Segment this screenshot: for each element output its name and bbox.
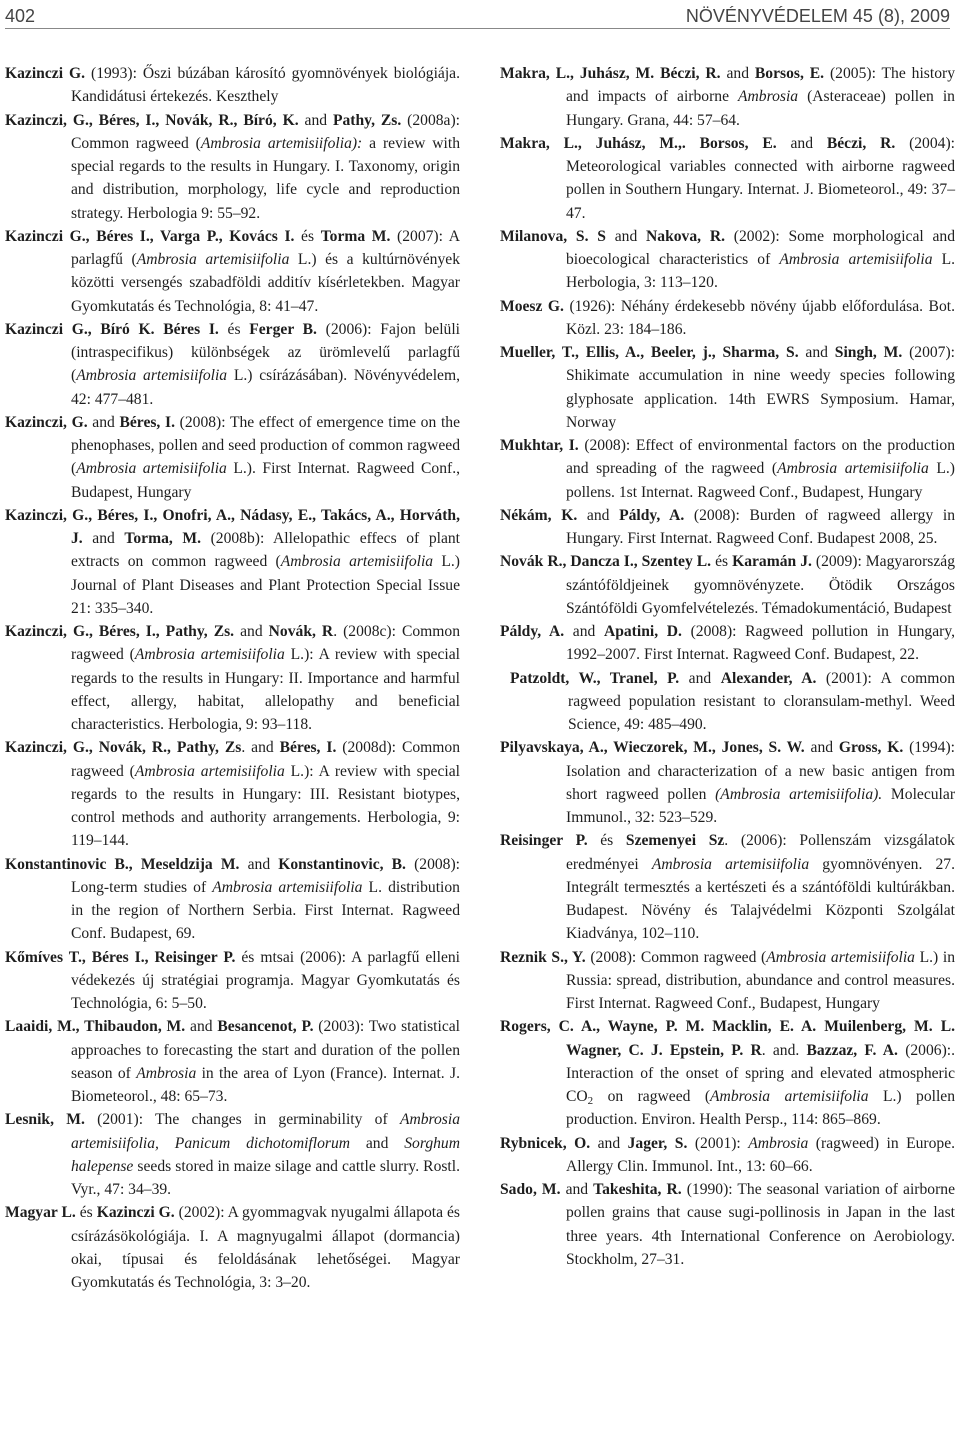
reference-text: and (798, 344, 835, 361)
reference-text: L.) Journal of Plant Diseases and Plant Protection Special Issue 21: 335–340. (71, 553, 460, 617)
reference-authors: Borsos, E. (754, 65, 825, 82)
running-header (5, 2, 950, 29)
reference-text: (2006):. Interaction of the onset of spring and elevated atmospheric CO (566, 1041, 955, 1105)
reference-text: (2006): Fajon belüli (intraspecifikus) különbségek az ürömlevelű parlagfű ( (71, 320, 460, 385)
reference-text: és (294, 227, 321, 245)
reference-entry (5, 1108, 460, 1201)
reference-entry (500, 225, 955, 295)
reference-authors: Kazinczi G., Bíró K. Béres I. (5, 320, 219, 338)
reference-authors: Mukhtar, I. (500, 437, 579, 454)
reference-entry (500, 946, 955, 1016)
species-name: Ambrosia artemisiifolia (651, 855, 810, 873)
reference-text: in the area of Lyon (France). Internat. J. Biometeorol., 48: 65–73. (71, 1064, 460, 1105)
reference-authors: Kazinczi G. (5, 65, 86, 82)
reference-text: and (185, 1018, 218, 1036)
reference-entry (500, 1132, 955, 1179)
reference-authors: Pathy, Zs. (332, 111, 402, 129)
reference-entry (5, 411, 460, 504)
reference-entry (500, 1178, 955, 1271)
reference-authors: Mueller, T., Ellis, A., Beeler, j., Sharma, S. (500, 344, 799, 361)
reference-text: (2008): Effect of environmental factors on the production and spreading of the ragweed ( (566, 437, 955, 478)
reference-text: and (605, 227, 647, 245)
reference-text: L.). First Internat. Ragweed Conf., Budapest, Hungary (71, 460, 460, 501)
reference-entry (5, 853, 460, 946)
reference-text: (1994): Isolation and characterization of a new basic antigen from short ragweed pollen (566, 739, 955, 803)
reference-authors: Nakova, R. (646, 227, 725, 245)
reference-text: and (82, 530, 125, 547)
reference-authors: Takeshita, R. (593, 1181, 682, 1198)
species-name: Ambrosia artemisiifolia (710, 1088, 869, 1105)
reference-authors: Torma M. (320, 227, 391, 245)
reference-text: . (2006): Pollenszám vizsgálatok eredményei (566, 832, 955, 873)
reference-authors: Karamán J. (732, 553, 812, 571)
species-name: Ambrosia (738, 88, 799, 106)
reference-text: (2002): A gyommagvak nyugalmi állapota és csírázásökológiája. I. A magnyugalmi állapot (dormancia) okai, típusai és feloldásának lehetőségei. Magyar Gyomkutatás és Technológia, 3: 3–20. (71, 1204, 460, 1291)
species-name: Sorghum halepense (71, 1134, 460, 1175)
species-name: Ambrosia artemisiifolia (76, 367, 228, 385)
reference-text: and (776, 134, 827, 152)
reference-text: . and (241, 739, 280, 757)
reference-text: (2005): The history and impacts of airborne (566, 65, 955, 106)
reference-text: gyomnövényen. 27. Integrált termesztés a kertészeti és a szántóföldi kultúrákban. Budapest. Növény és Talajvédelmi Központi Szolgálat Kiadványa, 102–110. (566, 855, 955, 943)
reference-entry (500, 829, 955, 945)
reference-entry (5, 620, 460, 736)
reference-text: (1990): The seasonal variation of airborne pollen grains that cause sugi-pollinosis in Japan in the last three years. 4th International Conference on Aerobiology. Stockholm, 27–31. (566, 1181, 955, 1268)
reference-authors: Szemenyei Sz (625, 832, 725, 850)
reference-entry (500, 341, 955, 434)
species-name: Ambrosia artemisiifolia (779, 251, 933, 268)
reference-authors: Novák R., Dancza I., Szentey L. (500, 553, 712, 571)
reference-text: on ragweed ( (593, 1088, 711, 1105)
reference-authors: Sado, M. (500, 1181, 561, 1198)
reference-text: L. distribution in the region of Northern Serbia. First Internat. Ragweed Conf. Budapest, 69. (71, 878, 460, 943)
reference-text: and (234, 623, 269, 640)
reference-entry (500, 620, 955, 667)
reference-entry (5, 62, 460, 109)
reference-authors: Singh, M. (834, 344, 903, 361)
reference-text: és (587, 832, 626, 850)
reference-text: és (75, 1204, 97, 1222)
reference-text: (2003): Two statistical approaches to forecasting the start and duration of the pollen season of (71, 1018, 460, 1082)
reference-text: seeds stored in maize silage and cattle slurry. Rostl. Vyr., 47: 34–39. (71, 1157, 460, 1198)
reference-text: (2001): (687, 1134, 749, 1152)
reference-text: and (577, 506, 620, 524)
reference-entry (500, 132, 955, 225)
reference-text: L.) és a kultúrnövények közötti versengés szabadföldi additív kísérletekben. Magyar Gyomkutatás és Technológia, 8: 41–47. (71, 251, 460, 315)
reference-authors: Kazinczi, G., Béres, I., Novák, R., Bíró, K. (5, 111, 299, 129)
reference-entry (500, 504, 955, 551)
reference-entry (5, 946, 460, 1016)
reference-authors: Makra, L., Juhász, M.,. Borsos, E. (500, 134, 777, 152)
reference-entry (500, 62, 955, 132)
reference-authors: Torma, M. (124, 530, 201, 547)
reference-entry (5, 736, 460, 852)
reference-text: L.) in Russia: spread, distribution, abundance and control measures. First Internat. Ragweed Conf., Budapest, Hungary (566, 948, 955, 1012)
reference-authors: Kazinczi, G. (5, 413, 88, 431)
reference-text: (2008d): Common ragweed ( (71, 739, 460, 780)
reference-authors: Ferger B. (249, 320, 317, 338)
reference-entry (5, 504, 460, 620)
reference-authors: Kőmíves T., Béres I., Reisinger P. (5, 948, 236, 966)
reference-authors: Kazinczi G., Béres I., Varga P., Kovács I. (5, 227, 295, 245)
reference-authors: Gross, K. (838, 739, 904, 757)
right-column (500, 62, 955, 1271)
reference-text: and (679, 669, 721, 687)
reference-authors: Alexander, A. (720, 669, 817, 687)
reference-text: és (218, 320, 250, 338)
species-name: Ambrosia artemisiifolia (280, 553, 434, 571)
reference-authors: Béres, I. (119, 413, 175, 431)
reference-text: (2008): Long-term studies of (71, 855, 460, 896)
reference-authors: Lesnik, M. (5, 1111, 85, 1129)
reference-text: and (804, 739, 839, 757)
reference-entry (500, 550, 955, 620)
reference-entry (5, 318, 460, 411)
reference-text: L.): A review with special regards to the results in Hungary: III. Resistant biotypes, control methods and authority arrangements. Herbologia, 9: 119–144. (71, 762, 460, 850)
reference-text: (1993): Őszi búzában károsító gyomnövények biológiája. Kandidátusi értekezés. Keszthely (71, 65, 460, 106)
reference-text: 2 (587, 1095, 594, 1107)
reference-authors: Béczi, R. (826, 134, 896, 152)
species-name: Ambrosia artemisiifolia (134, 762, 285, 780)
reference-authors: Kazinczi, G., Novák, R., Pathy, Zs (5, 739, 242, 757)
journal-title: NÖVÉNYVÉDELEM 45 (8), 2009 (685, 6, 950, 26)
reference-text: . and. (761, 1041, 807, 1059)
reference-authors: Kazinczi G. (96, 1204, 175, 1222)
species-name: Ambrosia artemisiifolia (212, 878, 363, 896)
reference-text: and (564, 623, 604, 640)
reference-text: (2009): Magyarország szántóföldjeinek gyomnövényzete. Ötödik Országos Szántóföldi Gyomfelvételezés. Témadokumentáció, Budapest (566, 553, 956, 617)
reference-authors: Makra, L., Juhász, M. Béczi, R. (500, 65, 721, 82)
reference-entry (500, 434, 955, 504)
reference-text: (2008): Ragweed pollution in Hungary, 1992–2007. First Internat. Ragweed Conf. Budapest, 22. (566, 623, 956, 664)
reference-text: (2001): The changes in germinability of (84, 1111, 400, 1129)
reference-text: (Asteraceae) pollen in Hungary. Grana, 44: 57–64. (566, 88, 955, 129)
reference-authors: Rogers, C. A., Wayne, P. M. Macklin, E. A. Muilenberg, M. L. Wagner, C. J. Epstein, P. R (500, 1018, 955, 1059)
reference-authors: Konstantinovic, B. (278, 855, 406, 873)
reference-text: (2004): Meteorological variables connected with airborne ragweed pollen in Southern Hungary. Internat. J. Biometeorol., 49: 37–47. (566, 134, 955, 222)
reference-entry (510, 667, 955, 737)
species-name: Ambrosia (136, 1064, 197, 1082)
reference-text: (2002): Some morphological and bioecological characteristics of (566, 227, 956, 268)
reference-text: and (590, 1134, 628, 1152)
reference-authors: Rybnicek, O. (500, 1134, 591, 1152)
reference-entry (5, 1015, 460, 1108)
reference-text: L.) csírázásában). Növényvédelem, 42: 477–481. (71, 367, 460, 408)
species-name: Ambrosia artemisiifolia (76, 460, 227, 478)
reference-text: (1926): Néhány érdekesebb növény újabb előfordulása. Bot. Közl. 23: 184–186. (563, 297, 955, 338)
species-name: Ambrosia artemisiifolia (777, 460, 929, 478)
species-name: Ambrosia artemisiifolia, Panicum dichotomiflorum (71, 1111, 461, 1152)
page-number: 402 (5, 6, 36, 26)
reference-text: a review with special regards to the results in Hungary. I. Taxonomy, origin and distribution, morphology, life cycle and reproduction strategy. Herbologia 9: 55–92. (71, 134, 461, 222)
reference-authors: Páldy, A. (619, 506, 685, 524)
reference-text: L.) pollen production. Environ. Health Persp., 114: 865–869. (566, 1088, 955, 1129)
reference-authors: Novák, R (268, 623, 334, 640)
reference-entry (5, 1201, 460, 1294)
reference-authors: Reisinger P. (500, 832, 588, 850)
reference-authors: Kazinczi, G., Béres, I., Pathy, Zs. (5, 623, 235, 640)
reference-text: . (2008c): Common ragweed ( (71, 623, 461, 664)
reference-text: and (720, 65, 755, 82)
reference-text: Molecular Immunol., 32: 523–529. (566, 785, 956, 826)
reference-text: L.) pollens. 1st Internat. Ragweed Conf., Budapest, Hungary (566, 460, 955, 501)
reference-authors: Reznik S., Y. (500, 948, 586, 966)
reference-text: (2008): Common ragweed ( (585, 948, 767, 966)
reference-authors: Kazinczi, G., Béres, I., Onofri, A., Nádasy, E., Takács, A., Horváth, J. (5, 506, 460, 547)
reference-text: (2007): A parlagfű ( (71, 227, 460, 268)
reference-text: (2001): A common ragweed population resistant to cloransulam-methyl. Weed Science, 49: 485–490. (568, 669, 956, 733)
reference-text: and (350, 1134, 405, 1152)
reference-entry (5, 225, 460, 318)
species-name: Ambrosia (748, 1134, 809, 1152)
reference-text: L. Herbologia, 3: 113–120. (566, 251, 955, 292)
reference-authors: Páldy, A. (500, 623, 565, 640)
left-column (5, 62, 460, 1294)
reference-text: (ragweed) in Europe. Allergy Clin. Immunol. Int., 13: 60–66. (566, 1134, 956, 1175)
species-name: Ambrosia artemisiifolia (766, 948, 915, 966)
reference-text: (2008b): Allelopathic effecs of plant extracts on common ragweed ( (71, 530, 460, 571)
reference-authors: Jager, S. (627, 1134, 688, 1152)
reference-authors: Besancenot, P. (217, 1018, 314, 1036)
reference-authors: Magyar L. (5, 1204, 76, 1222)
reference-entry (5, 109, 460, 225)
reference-text: and (239, 855, 279, 873)
reference-text: (2008a): Common ragweed ( (71, 111, 461, 152)
reference-text: and (298, 111, 333, 129)
reference-text: és mtsai (2006): A parlagfű elleni védekezés új stratégiai programja. Magyar Gyomkutatás és Technológia, 6: 5–50. (71, 948, 460, 1012)
reference-text: (2008): The effect of emergence time on the phenophases, pollen and seed production of common ragweed ( (71, 413, 460, 478)
reference-authors: Pilyavskaya, A., Wieczorek, M., Jones, S. W. (500, 739, 805, 757)
reference-authors: Bazzaz, F. A. (806, 1041, 898, 1059)
reference-authors: Apatini, D. (603, 623, 682, 640)
species-name: Ambrosia artemisiifolia (134, 646, 285, 664)
reference-text: és (711, 553, 733, 571)
reference-authors: Nékám, K. (500, 506, 578, 524)
reference-authors: Béres, I. (279, 739, 337, 757)
reference-authors: Milanova, S. S (500, 227, 606, 245)
reference-text: (2007): Shikimate accumulation in nine weedy species following glyphosate application. 14th EWRS Symposium. Hamar, Norway (566, 344, 955, 431)
reference-authors: Patzoldt, W., Tranel, P. (510, 669, 680, 687)
reference-text: and (87, 413, 120, 431)
species-name: (Ambrosia artemisiifolia). (715, 785, 883, 803)
reference-entry (500, 736, 955, 829)
reference-entry (500, 295, 955, 342)
species-name: Ambrosia artemisiifolia (136, 251, 290, 268)
reference-text: L.): A review with special regards to the results in Hungary: II. Importance and harmful effect, allergy, habitat, allelopathy and beneficial characteristics. Herbologia, 9: 93–118. (71, 646, 460, 733)
reference-text: and (560, 1181, 594, 1198)
reference-text: (2008): Burden of ragweed allergy in Hungary. First Internat. Ragweed Conf. Budapest 2008, 25. (566, 506, 956, 547)
reference-authors: Moesz G. (500, 297, 564, 315)
species-name: Ambrosia artemisiifolia): (200, 134, 363, 152)
reference-entry (500, 1015, 955, 1131)
reference-authors: Laaidi, M., Thibaudon, M. (5, 1018, 186, 1036)
reference-authors: Konstantinovic B., Meseldzija M. (5, 855, 240, 873)
